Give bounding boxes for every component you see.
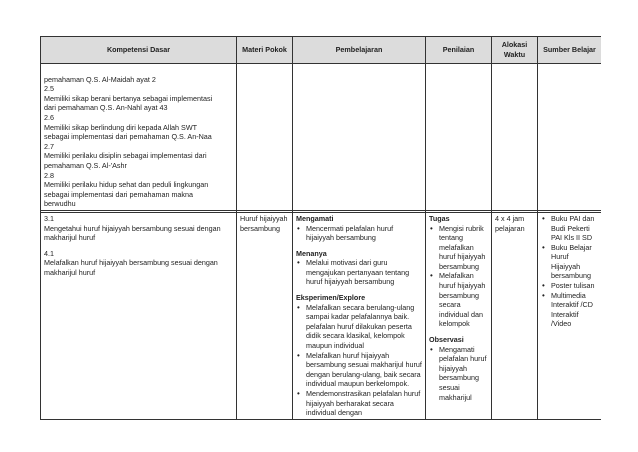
list-item: 2.8Memiliki perilaku hidup sehat dan peduli lingkungan sebagai implementasi dari pemahaman makna berwudhu — [44, 170, 209, 209]
kd-sikap-cell — [41, 64, 237, 211]
list-item: • Mencermati pelafalan huruf hijaiyyah bersambung — [306, 224, 422, 243]
syllabus-table — [40, 36, 601, 420]
header-materi-pokok: Materi Pokok — [237, 37, 293, 64]
list-item: 2.5Memiliki sikap berani bertanya sebagai implementasi dari pemahaman Q.S. An-Nahl ayat 43 — [44, 84, 213, 113]
header-penilaian: Penilaian — [426, 37, 492, 64]
list-item: 2.7Memiliki perilaku disiplin sebagai implementasi dari pemahaman Q.S. Al-'Ashr — [44, 141, 207, 170]
header-kompetensi-dasar: Kompetensi Dasar — [41, 37, 237, 64]
penilaian-empty-cell — [426, 64, 492, 211]
observasi-label: Observasi — [429, 335, 464, 345]
table-row-hijaiyyah — [41, 212, 602, 419]
list-item: • Mengamati pelafalan huruf hijaiyyah bersambung sesuai makharijul — [439, 345, 488, 403]
header-pembelajaran: Pembelajaran — [293, 37, 426, 64]
list-item: • Buku PAI dan Budi Pekerti PAI Kls II SD — [551, 214, 598, 243]
list-item: • Mengisi rubrik tentang melafalkan huruf hijaiyyah bersambung — [439, 224, 488, 272]
alokasi-waktu-cell: 4 x 4 jam pelajaran — [492, 212, 538, 419]
list-item: • Poster tulisan — [551, 281, 598, 291]
header-sumber-belajar: Sumber Belajar — [538, 37, 602, 64]
kd-pengetahuan-cell — [41, 212, 237, 419]
header-alokasi-waktu: Alokasi Waktu — [492, 37, 538, 64]
list-item: pemahaman Q.S. Al-Maidah ayat 2 — [44, 74, 156, 84]
menanya-label: Menanya — [296, 248, 327, 258]
list-item: 3.1Mengetahui huruf hijaiyyah bersambung sesuai dengan makharijul huruf — [44, 213, 221, 243]
sumber-empty-cell — [538, 64, 602, 211]
materi-pokok-cell: Huruf hijaiyyah bersambung — [237, 212, 293, 419]
syllabus-table-container — [40, 36, 601, 448]
table-row-sikap — [41, 64, 602, 211]
list-item: 2.6Memiliki sikap berlindung diri kepada Allah SWT sebagai implementasi dari pemahaman Q.S. An-Naa — [44, 112, 212, 142]
list-item: • Multimedia Interaktif /CD Interaktif /Video — [551, 291, 598, 329]
list-item: 4.1Melafalkan huruf hijaiyyah bersambung sesuai dengan makharijul huruf — [44, 248, 218, 277]
pembelajaran-cell — [293, 212, 426, 419]
list-item: • Mendemonstrasikan pelafalan huruf hijaiyyah berharakat secara individual dengan — [306, 389, 422, 418]
list-item: • Melafalkan secara berulang-ulang sampai kadar pelafalannya baik. pelafalan huruf dilakukan peserta didik secara klasikal, kelompok maupun individual — [306, 303, 422, 351]
eksperimen-label: Eksperimen/Explore — [296, 293, 366, 303]
header-row — [41, 37, 602, 64]
pembelajaran-empty-cell — [293, 64, 426, 211]
list-item: • Buku Belajar Huruf Hijaiyyah bersambung — [551, 243, 598, 281]
list-item: • Melafalkan huruf hijaiyyah bersambung secara individual dan kelompok — [439, 271, 488, 329]
penilaian-cell — [426, 212, 492, 419]
materi-empty-cell — [237, 64, 293, 211]
alokasi-empty-cell — [492, 64, 538, 211]
sumber-belajar-cell — [538, 212, 602, 419]
list-item: • Melalui motivasi dari guru mengajukan pertanyaan tentang huruf hijaiyyah bersambung — [306, 258, 422, 287]
mengamati-label: Mengamati — [296, 213, 334, 223]
tugas-label: Tugas — [429, 213, 450, 223]
list-item: • Melafalkan huruf hijaiyyah bersambung sesuai makharijul huruf dengan berulang-ulang, baik secara individual maupun berkelompok. — [306, 351, 422, 389]
